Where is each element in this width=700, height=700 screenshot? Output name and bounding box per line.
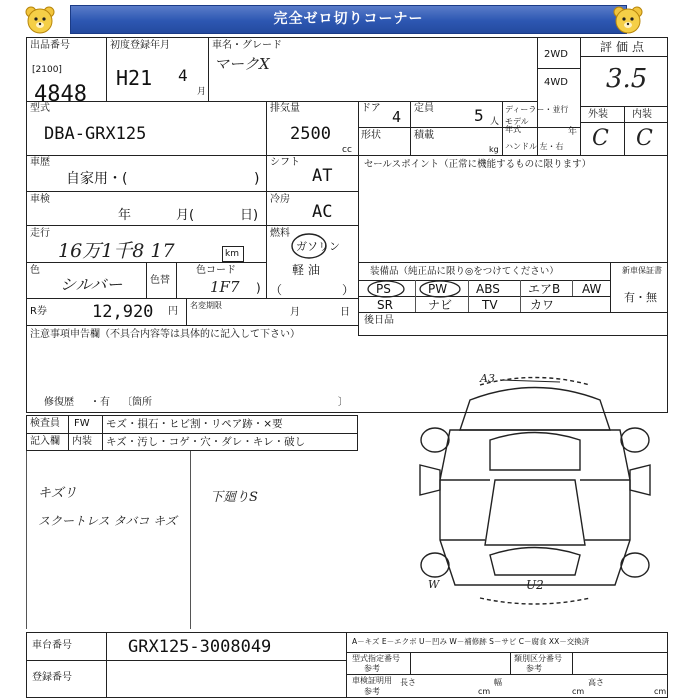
drive-4wd: 4WD	[544, 77, 568, 88]
bear-mascot-icon	[24, 4, 56, 36]
cert-length-label: 長さ	[400, 678, 416, 687]
diagram-mark-a3: A3	[480, 372, 495, 385]
damage-legend: A－キズ E－エクボ U－凹み W－補修跡 S－サビ C－腐食 XX－交換済	[352, 637, 590, 646]
fw-items: モズ・損石・ヒビ割・リペア跡・×要	[106, 418, 283, 430]
handwritten-note-2: スクートレス タバコ キズ	[38, 514, 177, 528]
doors-value: 4	[392, 108, 402, 126]
shape-label: 形状	[361, 130, 381, 141]
vehicle-cert-label: 車検証明用	[352, 676, 392, 685]
recycle-value: 12,920	[92, 302, 154, 322]
interior-items: キズ・汚し・コゲ・穴・ダレ・キレ・破し	[106, 436, 306, 448]
cert-height-unit: cm	[654, 687, 667, 696]
color-code-label: 色コード	[196, 265, 236, 276]
cert-length-unit: cm	[478, 687, 491, 696]
color-label: 色	[30, 265, 40, 276]
score-label: 評価点	[600, 40, 649, 54]
recycle-label: R券	[30, 306, 47, 317]
inspector-label: 検査員	[30, 418, 60, 429]
equipment-label: 装備品（純正品に限り◎をつけてください）	[370, 266, 559, 277]
doors-label: ドア	[361, 103, 381, 114]
handwritten-note-1: キズリ	[38, 486, 77, 501]
load-unit: kg	[489, 145, 499, 154]
mileage-value: 16万1千8 17	[58, 240, 175, 262]
cert-height-label: 高さ	[588, 678, 604, 687]
color-close: )	[256, 281, 261, 295]
deadline-label: 名変期限	[190, 301, 222, 310]
equip-ps-circle	[366, 280, 406, 298]
history-close: )	[254, 171, 260, 187]
color-code-value: 1F7	[210, 278, 240, 296]
first-reg-month: 4	[178, 66, 188, 85]
auction-sheet: 完全ゼロ切りコーナー 出品番号 [2100] 4848 初度登録年月 H21 4 月 車名・グレード マークX 2WD 4WD 評価点 3.5 外装 内装 C C 型式 DBA-GRX125 排気量 2500 cc ドア 4 定員 5 人 ディーラー・並行 モデル年式 年 形状 積載 kg ハンドル 左・右 車歴 自家用・( ) シフト AT 車検 年 月( 日) 冷房 AC 走行 16万1千8 17 km 燃料 ガソリン 軽 油 色 シルバー 色替 色コード 1F7 ) （ ） R券 12,920 円 名変期限 月 日 注意事項申告欄（不具合内容等は具体的に記入して下さい） 修復歴 ・有 〔箇所 〕 セールスポイント（正常に機能するものに限ります） 装備品（純正品に限り◎をつけてください） 新車保証書 有・無 PS PW ABS エアB AW SR ナビ TV カワ 後日品 検査員 記入欄 FW 内装 モズ・損石・ヒビ割・リペア跡・×要 キズ・汚し・コゲ・穴・ダレ・キレ・破し キズリ スクートレス タバコ キズ 下廻りS A3 U2 W 車台番号 GRX125-3008049 登録番号 A－キズ E－エクボ U－凹み W－補修跡 S－サビ C－腐食 XX－交換済 型式指定番号 参考 類別区分番号 参考 車検証明用 参考 長さ cm 幅 cm 高さ cm	[0, 0, 700, 700]
lot-label: 出品番号	[30, 40, 70, 51]
lot-sub: [2100]	[32, 65, 62, 75]
month-unit: 月	[197, 87, 207, 97]
diagram-mark-w: W	[428, 578, 440, 591]
displacement-value: 2500	[290, 124, 331, 144]
category-number-sub: 参考	[526, 664, 542, 673]
capacity-value: 5	[474, 106, 484, 125]
color-value: シルバー	[60, 275, 123, 294]
history-label: 車歴	[30, 157, 50, 168]
repair-value: ・有	[90, 397, 110, 408]
entry-label: 記入欄	[30, 436, 60, 447]
aircon-value: AC	[312, 202, 333, 222]
equip-sr: SR	[377, 298, 393, 312]
lot-number: 4848	[34, 82, 87, 107]
type-number-sub: 参考	[364, 664, 380, 673]
model-value: DBA-GRX125	[44, 124, 147, 144]
car-diagram	[410, 370, 660, 610]
inspection-label: 車検	[30, 194, 50, 205]
inspection-day: 日)	[240, 208, 259, 223]
mileage-unit: km	[225, 249, 239, 259]
fuel-selected-circle	[290, 232, 328, 260]
car-name-label: 車名・グレード	[212, 40, 282, 51]
year-unit: 年	[568, 127, 578, 137]
aircon-label: 冷房	[270, 194, 290, 205]
color-change-label: 色替	[150, 275, 170, 286]
fuel-diesel: 軽 油	[292, 263, 320, 277]
first-reg-year: H21	[116, 66, 153, 90]
repair-places: 〔箇所	[122, 397, 152, 408]
recycle-unit: 円	[168, 306, 178, 317]
chassis-label: 車台番号	[32, 640, 72, 651]
equip-leather: カワ	[530, 298, 555, 312]
type-number-label: 型式指定番号	[352, 654, 400, 663]
shift-value: AT	[312, 166, 333, 186]
equip-tv: TV	[482, 298, 498, 312]
shift-label: シフト	[270, 157, 300, 168]
capacity-unit: 人	[490, 117, 500, 127]
equip-aw: AW	[582, 282, 602, 296]
car-name-value: マークX	[214, 55, 270, 73]
handwritten-note-3: 下廻りS	[210, 490, 258, 505]
fuel-label: 燃料	[270, 228, 290, 239]
deadline-day: 日	[340, 307, 350, 318]
exterior-score: C	[592, 126, 609, 151]
equip-ps: PS	[376, 282, 391, 296]
model-label: 型式	[30, 103, 50, 114]
bear-mascot-icon	[612, 4, 644, 36]
displacement-unit: cc	[342, 145, 352, 155]
chassis-value: GRX125-3008049	[128, 637, 272, 657]
interior-sub-label: 内装	[72, 436, 92, 447]
drive-2wd: 2WD	[544, 49, 568, 60]
first-reg-label: 初度登録年月	[110, 40, 170, 51]
equip-navi: ナビ	[428, 298, 453, 312]
handle-label: ハンドル 左・右	[505, 142, 564, 151]
vehicle-cert-sub: 参考	[364, 687, 380, 696]
displacement-label: 排気量	[270, 103, 300, 114]
fuel-gasoline: ガソリン	[296, 240, 340, 253]
history-value: 自家用・(	[66, 171, 128, 187]
mileage-label: 走行	[30, 228, 50, 239]
sales-points-label: セールスポイント（正常に機能するものに限ります）	[364, 159, 592, 170]
equip-pw: PW	[428, 282, 448, 296]
notes-label: 注意事項申告欄（不具合内容等は具体的に記入して下さい）	[30, 329, 300, 340]
exterior-label: 外装	[588, 109, 608, 120]
interior-score: C	[636, 126, 653, 151]
dealer-label: ディーラー・並行	[505, 105, 569, 114]
inspection-month: 月(	[176, 208, 195, 223]
score-value: 3.5	[606, 64, 648, 94]
diagram-mark-u2: U2	[526, 578, 544, 592]
fw-label: FW	[74, 418, 90, 429]
category-number-label: 類別区分番号	[514, 654, 562, 663]
capacity-label: 定員	[414, 103, 434, 114]
rear-seat-label: 後日品	[364, 315, 394, 326]
interior-label: 内装	[632, 109, 652, 120]
repair-label: 修復歴	[44, 397, 74, 408]
model-year-label: モデル年式	[505, 117, 529, 134]
repair-close: 〕	[338, 397, 348, 408]
equip-abs: ABS	[476, 282, 500, 296]
cert-width-label: 幅	[494, 678, 502, 687]
load-label: 積載	[414, 130, 434, 141]
deadline-month: 月	[290, 307, 300, 318]
equip-pw-circle	[418, 280, 462, 298]
registration-label: 登録番号	[32, 672, 72, 683]
equip-airbag: エアB	[528, 282, 561, 296]
warranty-value: 有・無	[624, 291, 657, 304]
warranty-label: 新車保証書	[622, 266, 662, 275]
cert-width-unit: cm	[572, 687, 585, 696]
page-title: 完全ゼロ切りコーナー	[70, 5, 627, 34]
inspection-year: 年	[118, 208, 132, 223]
